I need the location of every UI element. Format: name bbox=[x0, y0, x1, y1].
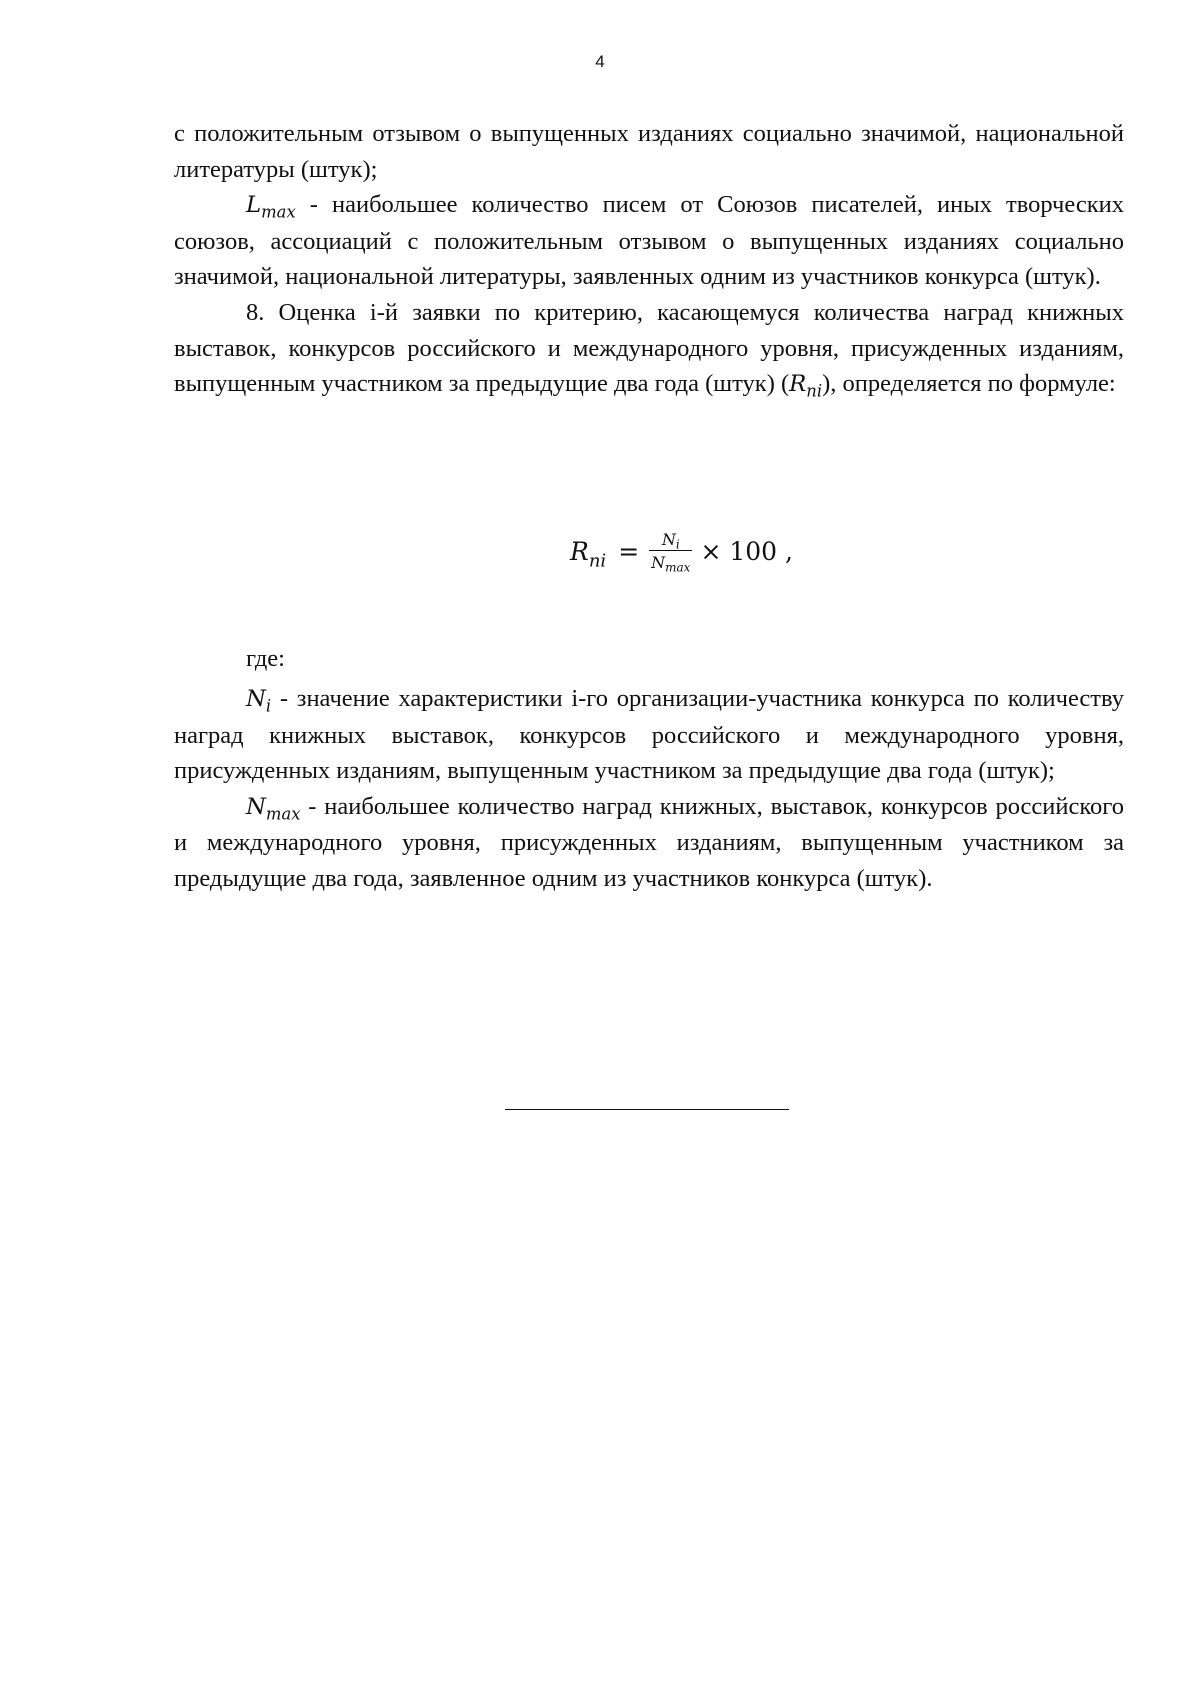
numerator-subscript: i bbox=[675, 537, 680, 552]
paragraph-text: с положительным отзывом о выпущенных изданиях социально значимой, национальной литературы (штук); bbox=[174, 120, 1124, 183]
document-body-bottom bbox=[174, 681, 1124, 897]
formula-equals-sign: = bbox=[618, 537, 640, 566]
paragraph-text-after: ), определяется по формуле: bbox=[822, 370, 1116, 398]
formula-r-ni bbox=[570, 530, 793, 573]
paragraph-text: - наибольшее количество писем от Союзов писателей, иных творческих союзов, ассоциаций с положительным отзывом о выпущенных изданиях социально значимой, национальной литературы, заявленных одним из участников конкурса (штук). bbox=[174, 191, 1124, 291]
variable-symbol: N bbox=[246, 686, 266, 712]
variable-r-ni bbox=[789, 371, 823, 401]
paragraph-continuation bbox=[174, 116, 1124, 187]
page-number: 4 bbox=[595, 52, 605, 71]
formula-lhs-symbol: R bbox=[570, 537, 589, 566]
variable-symbol: N bbox=[246, 793, 266, 820]
paragraph-ni-definition bbox=[174, 681, 1124, 789]
paragraph-text-before: 8. Оценка i-й заявки по критерию, касающемуся количества наград книжных выставок, конкурсов российского и международного уровня, присужденных изданиям, выпущенным участником за предыдущие два года (штук) ( bbox=[174, 298, 1124, 398]
formula-denominator bbox=[649, 550, 692, 573]
variable-subscript: ni bbox=[806, 381, 823, 401]
formula-lhs-subscript: ni bbox=[588, 550, 607, 572]
where-label: где: bbox=[246, 645, 285, 672]
denominator-subscript: max bbox=[665, 560, 691, 575]
paragraph-lmax-definition bbox=[174, 187, 1124, 295]
end-of-document-rule bbox=[505, 1109, 789, 1110]
variable-l-max bbox=[246, 192, 296, 222]
formula-lhs bbox=[570, 537, 607, 572]
variable-symbol: L bbox=[246, 192, 262, 219]
variable-n-max bbox=[246, 793, 301, 824]
variable-subscript: i bbox=[265, 696, 272, 716]
formula-numerator bbox=[658, 530, 684, 550]
denominator-symbol: N bbox=[651, 553, 666, 572]
paragraph-text: - наибольшее количество наград книжных, выставок, конкурсов российского и международного уровня, присужденных изданиям, выпущенным участником за предыдущие два года, заявленное одним из участников конкурса (штук). bbox=[174, 792, 1124, 892]
variable-subscript: max bbox=[261, 202, 296, 222]
paragraph-text: - значение характеристики i-го организации-участника конкурса по количеству наград книжных выставок, конкурсов российского и международного уровня, присужденных изданиям, выпущенным участником за предыдущие два года (штук); bbox=[174, 685, 1124, 785]
numerator-symbol: N bbox=[661, 530, 676, 549]
formula-fraction bbox=[649, 530, 692, 573]
variable-subscript: max bbox=[265, 804, 301, 824]
formula-multiplier: × 100 , bbox=[700, 537, 793, 566]
variable-symbol: R bbox=[789, 371, 807, 398]
document-body-top bbox=[174, 116, 1124, 403]
paragraph-criterion-8 bbox=[174, 295, 1124, 403]
variable-n-i bbox=[246, 686, 272, 716]
paragraph-nmax-definition bbox=[174, 789, 1124, 897]
